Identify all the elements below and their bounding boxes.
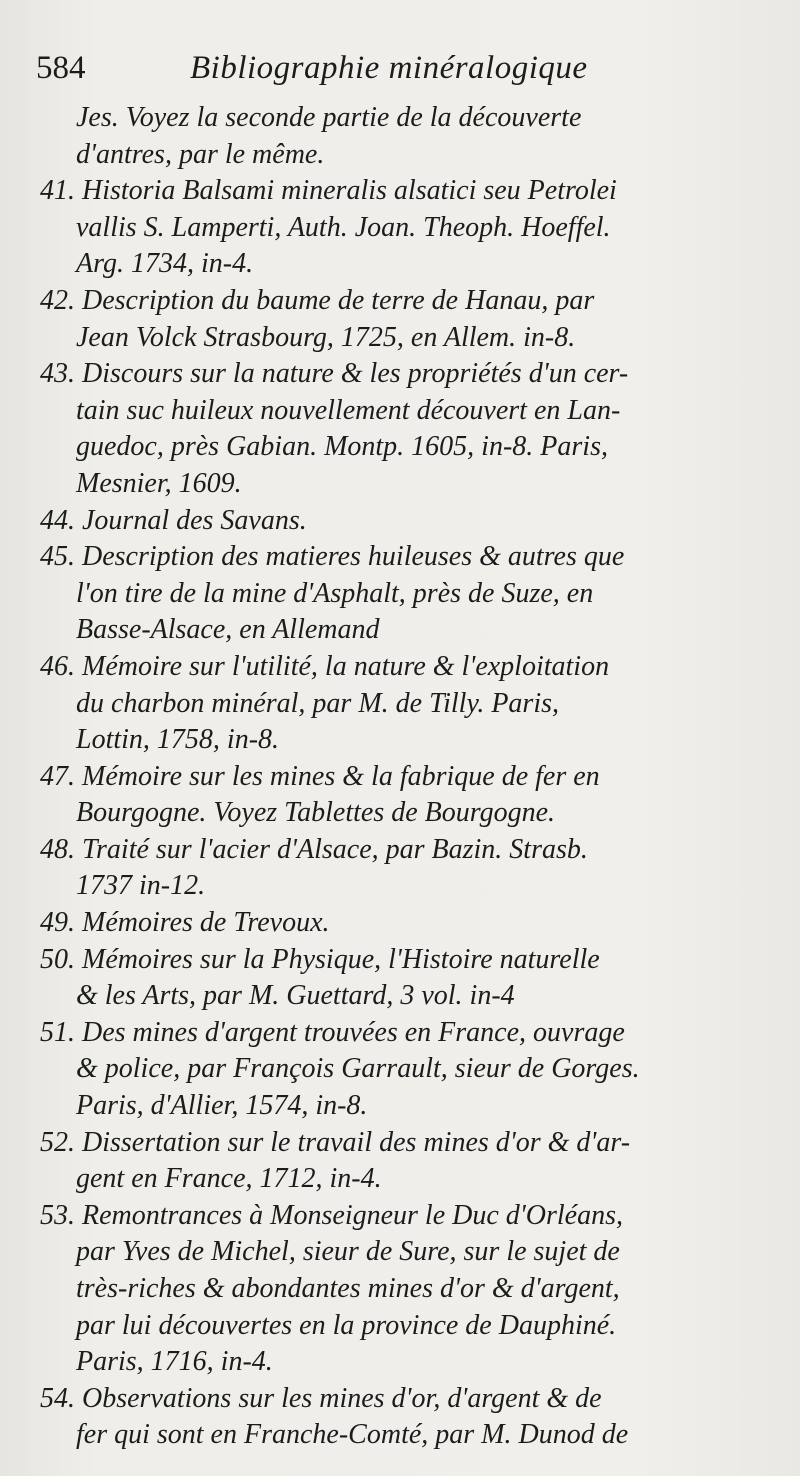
text-line: 45. Description des matieres huileuses & autres que xyxy=(40,541,625,573)
text-line: 51. Des mines d'argent trouvées en France, ouvrage xyxy=(40,1016,625,1048)
text-line: Arg. 1734, in-4. xyxy=(76,248,254,280)
text-line: 48. Traité sur l'acier d'Alsace, par Bazin. Strasb. xyxy=(40,833,588,865)
text-line: 53. Remontrances à Monseigneur le Duc d'Orléans, xyxy=(40,1199,623,1231)
text-line: Paris, 1716, in-4. xyxy=(76,1346,273,1378)
text-line: d'antres, par le même. xyxy=(76,138,325,170)
text-line: 1737 in-12. xyxy=(76,870,206,902)
text-line: gent en France, 1712, in-4. xyxy=(76,1163,382,1195)
text-line: 43. Discours sur la nature & les propriétés d'un cer- xyxy=(40,358,629,390)
text-line: fer qui sont en Franche-Comté, par M. Dunod de xyxy=(76,1419,629,1451)
text-line: Basse-Alsace, en Allemand xyxy=(76,614,380,646)
text-line: 49. Mémoires de Trevoux. xyxy=(40,907,330,939)
text-line: guedoc, près Gabian. Montp. 1605, in-8. Paris, xyxy=(76,431,608,463)
text-line: Lottin, 1758, in-8. xyxy=(76,724,280,756)
text-line: Bourgogne. Voyez Tablettes de Bourgogne. xyxy=(76,797,556,829)
text-line: 46. Mémoire sur l'utilité, la nature & l'exploitation xyxy=(40,650,610,682)
text-line: très-riches & abondantes mines d'or & d'argent, xyxy=(76,1273,620,1304)
text-line: Paris, d'Allier, 1574, in-8. xyxy=(76,1090,368,1122)
text-line: par lui découvertes en la province de Dauphiné. xyxy=(76,1309,617,1341)
text-line: 44. Journal des Savans. xyxy=(40,504,307,536)
bibliography-list xyxy=(40,100,764,1454)
text-line: par Yves de Michel, sieur de Sure, sur le sujet de xyxy=(76,1236,620,1268)
text-line: Jean Volck Strasbourg, 1725, en Allem. in-8. xyxy=(76,321,576,353)
text-line: tain suc huileux nouvellement découvert en Lan- xyxy=(76,394,621,426)
text-line: 42. Description du baume de terre de Hanau, par xyxy=(40,284,595,316)
running-title: Bibliographie minéralogique xyxy=(190,50,588,86)
page-header xyxy=(36,50,776,96)
text-line: 47. Mémoire sur les mines & la fabrique de fer en xyxy=(40,760,600,792)
text-line: & les Arts, par M. Guettard, 3 vol. in-4 xyxy=(76,980,515,1012)
text-line: du charbon minéral, par M. de Tilly. Paris, xyxy=(76,687,559,719)
page-number: 584 xyxy=(36,50,86,86)
text-line: Jes. Voyez la seconde partie de la découverte xyxy=(76,102,582,133)
text-line: Mesnier, 1609. xyxy=(76,467,242,499)
text-line: 52. Dissertation sur le travail des mines d'or & d'ar- xyxy=(40,1126,631,1158)
text-line: 50. Mémoires sur la Physique, l'Histoire naturelle xyxy=(40,943,600,975)
text-line: vallis S. Lamperti, Auth. Joan. Theoph. Hoeffel. xyxy=(76,211,611,243)
text-line: 54. Observations sur les mines d'or, d'argent & de xyxy=(40,1382,602,1414)
text-line: l'on tire de la mine d'Asphalt, près de Suze, en xyxy=(76,577,594,609)
text-line: 41. Historia Balsami mineralis alsatici seu Petrolei xyxy=(40,175,617,207)
text-line: & police, par François Garrault, sieur de Gorges. xyxy=(76,1053,640,1085)
